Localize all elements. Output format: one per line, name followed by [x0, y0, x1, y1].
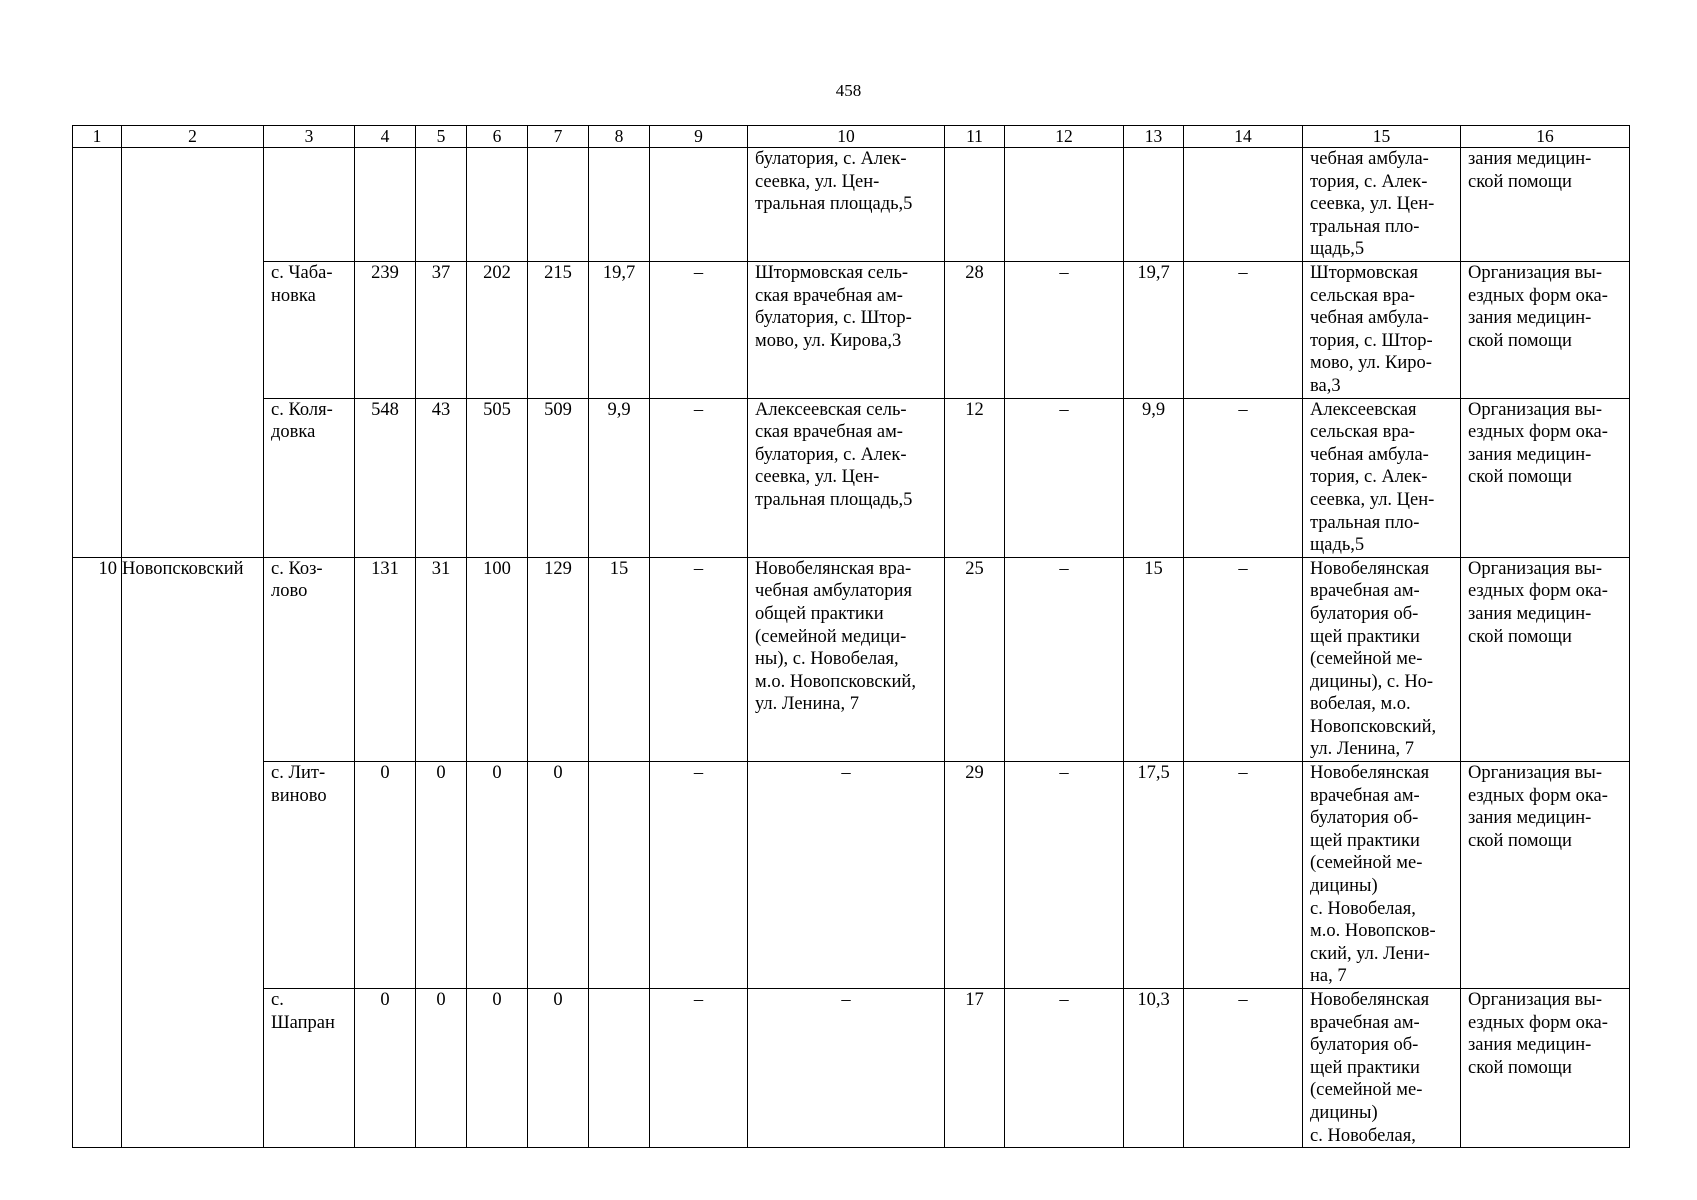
table-row	[73, 557, 1630, 761]
table-cell: 0	[528, 762, 589, 989]
page-number: 458	[835, 81, 862, 100]
column-number: 1	[73, 126, 122, 148]
row-number-cell	[73, 148, 122, 558]
table-cell	[1005, 148, 1124, 262]
table-cell: 10,3	[1124, 989, 1184, 1148]
column-number: 3	[264, 126, 355, 148]
table-cell: 31	[416, 557, 467, 761]
table-cell	[589, 989, 650, 1148]
table-row	[73, 148, 1630, 262]
district-cell: Новопсковский	[122, 557, 264, 1147]
table-cell: 215	[528, 262, 589, 399]
table-cell: 9,9	[1124, 398, 1184, 557]
settlement-cell	[264, 148, 355, 262]
table-cell: 0	[355, 989, 416, 1148]
table-cell: –	[1184, 557, 1303, 761]
column-number: 4	[355, 126, 416, 148]
measure-cell: зания медицин- ской помощи	[1461, 148, 1630, 262]
table-cell	[1184, 148, 1303, 262]
facility-cell: Штормовская сельская вра- чебная амбула- тория, с. Штор- мово, ул. Киро- ва,3	[1303, 262, 1461, 399]
table-cell: –	[1184, 398, 1303, 557]
column-number: 10	[748, 126, 945, 148]
facility-cell: Алексеевская сельская вра- чебная амбула- тория, с. Алек- сеевка, ул. Цен- тральная пло- щадь,5	[1303, 398, 1461, 557]
table-cell: 28	[945, 262, 1005, 399]
settlement-cell: с. Лит- виново	[264, 762, 355, 989]
data-table	[72, 125, 1630, 1148]
settlement-cell: с. Чаба- новка	[264, 262, 355, 399]
table-cell	[589, 148, 650, 262]
table-cell	[467, 148, 528, 262]
table-cell: 505	[467, 398, 528, 557]
settlement-cell: с. Коля- довка	[264, 398, 355, 557]
table-cell: 15	[1124, 557, 1184, 761]
table-cell: –	[650, 262, 748, 399]
facility-cell: булатория, с. Алек- сеевка, ул. Цен- тральная площадь,5	[748, 148, 945, 262]
table-cell: –	[650, 762, 748, 989]
column-number: 7	[528, 126, 589, 148]
facility-cell: Алексеевская сель- ская врачебная ам- булатория, с. Алек- сеевка, ул. Цен- тральная площадь,5	[748, 398, 945, 557]
column-number: 5	[416, 126, 467, 148]
column-number: 8	[589, 126, 650, 148]
measure-cell: Организация вы- ездных форм ока- зания медицин- ской помощи	[1461, 398, 1630, 557]
table-cell: –	[650, 398, 748, 557]
facility-cell: Новобелянская врачебная ам- булатория об- щей практики (семейной ме- дицины) с. Новобелая,	[1303, 989, 1461, 1148]
table-row	[73, 398, 1630, 557]
table-cell: 25	[945, 557, 1005, 761]
facility-cell: Новобелянская врачебная ам- булатория об- щей практики (семейной ме- дицины), с. Но- вобелая, м.о. Новопсковский, ул. Ленина, 7	[1303, 557, 1461, 761]
table-cell: –	[1005, 557, 1124, 761]
column-number: 13	[1124, 126, 1184, 148]
row-number-cell: 10	[73, 557, 122, 1147]
table-cell: 100	[467, 557, 528, 761]
facility-cell: чебная амбула- тория, с. Алек- сеевка, ул. Цен- тральная пло- щадь,5	[1303, 148, 1461, 262]
table-cell: –	[1005, 398, 1124, 557]
district-cell	[122, 148, 264, 558]
measure-cell: Организация вы- ездных форм ока- зания медицин- ской помощи	[1461, 262, 1630, 399]
table-row	[73, 989, 1630, 1148]
table-cell: 548	[355, 398, 416, 557]
facility-cell: –	[748, 989, 945, 1148]
column-number: 12	[1005, 126, 1124, 148]
table-cell: 19,7	[1124, 262, 1184, 399]
table-cell: 29	[945, 762, 1005, 989]
table-cell	[416, 148, 467, 262]
table-cell	[589, 762, 650, 989]
facility-cell: Новобелянская врачебная ам- булатория об- щей практики (семейной ме- дицины) с. Новобелая, м.о. Новопсков- ский, ул. Лени- на, 7	[1303, 762, 1461, 989]
table-cell: –	[1005, 762, 1124, 989]
table-cell: 19,7	[589, 262, 650, 399]
facility-cell: –	[748, 762, 945, 989]
table-cell	[528, 148, 589, 262]
table-cell: 17,5	[1124, 762, 1184, 989]
table-cell	[650, 148, 748, 262]
table-cell: 17	[945, 989, 1005, 1148]
table-cell: –	[1184, 262, 1303, 399]
measure-cell: Организация вы- ездных форм ока- зания медицин- ской помощи	[1461, 989, 1630, 1148]
column-number: 9	[650, 126, 748, 148]
measure-cell: Организация вы- ездных форм ока- зания медицин- ской помощи	[1461, 557, 1630, 761]
settlement-cell: с. Коз- лово	[264, 557, 355, 761]
table-cell	[945, 148, 1005, 262]
settlement-cell: с. Шапран	[264, 989, 355, 1148]
facility-cell: Штормовская сель- ская врачебная ам- булатория, с. Штор- мово, ул. Кирова,3	[748, 262, 945, 399]
table-cell: 0	[467, 762, 528, 989]
table-cell: 0	[416, 762, 467, 989]
table-cell: 15	[589, 557, 650, 761]
table-cell	[1124, 148, 1184, 262]
column-number: 16	[1461, 126, 1630, 148]
table-cell: 202	[467, 262, 528, 399]
table-cell: 0	[467, 989, 528, 1148]
column-number: 2	[122, 126, 264, 148]
table-cell: 37	[416, 262, 467, 399]
table-row	[73, 762, 1630, 989]
table-cell: 0	[528, 989, 589, 1148]
table-cell: 131	[355, 557, 416, 761]
table-cell: 9,9	[589, 398, 650, 557]
facility-cell: Новобелянская вра- чебная амбулатория общей практики (семейной медици- ны), с. Новобелая, м.о. Новопсковский, ул. Ленина, 7	[748, 557, 945, 761]
table-cell: 0	[416, 989, 467, 1148]
table-cell: –	[1184, 762, 1303, 989]
table-cell: 239	[355, 262, 416, 399]
table-cell: 129	[528, 557, 589, 761]
measure-cell: Организация вы- ездных форм ока- зания медицин- ской помощи	[1461, 762, 1630, 989]
column-number: 6	[467, 126, 528, 148]
table-cell: 12	[945, 398, 1005, 557]
table-cell: –	[1184, 989, 1303, 1148]
table-cell: –	[650, 989, 748, 1148]
column-number-row	[73, 126, 1630, 148]
table-cell: 43	[416, 398, 467, 557]
table-row	[73, 262, 1630, 399]
table-cell: 0	[355, 762, 416, 989]
table-cell: 509	[528, 398, 589, 557]
table-cell	[355, 148, 416, 262]
column-number: 11	[945, 126, 1005, 148]
column-number: 15	[1303, 126, 1461, 148]
table-cell: –	[650, 557, 748, 761]
table-cell: –	[1005, 262, 1124, 399]
column-number: 14	[1184, 126, 1303, 148]
table-cell: –	[1005, 989, 1124, 1148]
